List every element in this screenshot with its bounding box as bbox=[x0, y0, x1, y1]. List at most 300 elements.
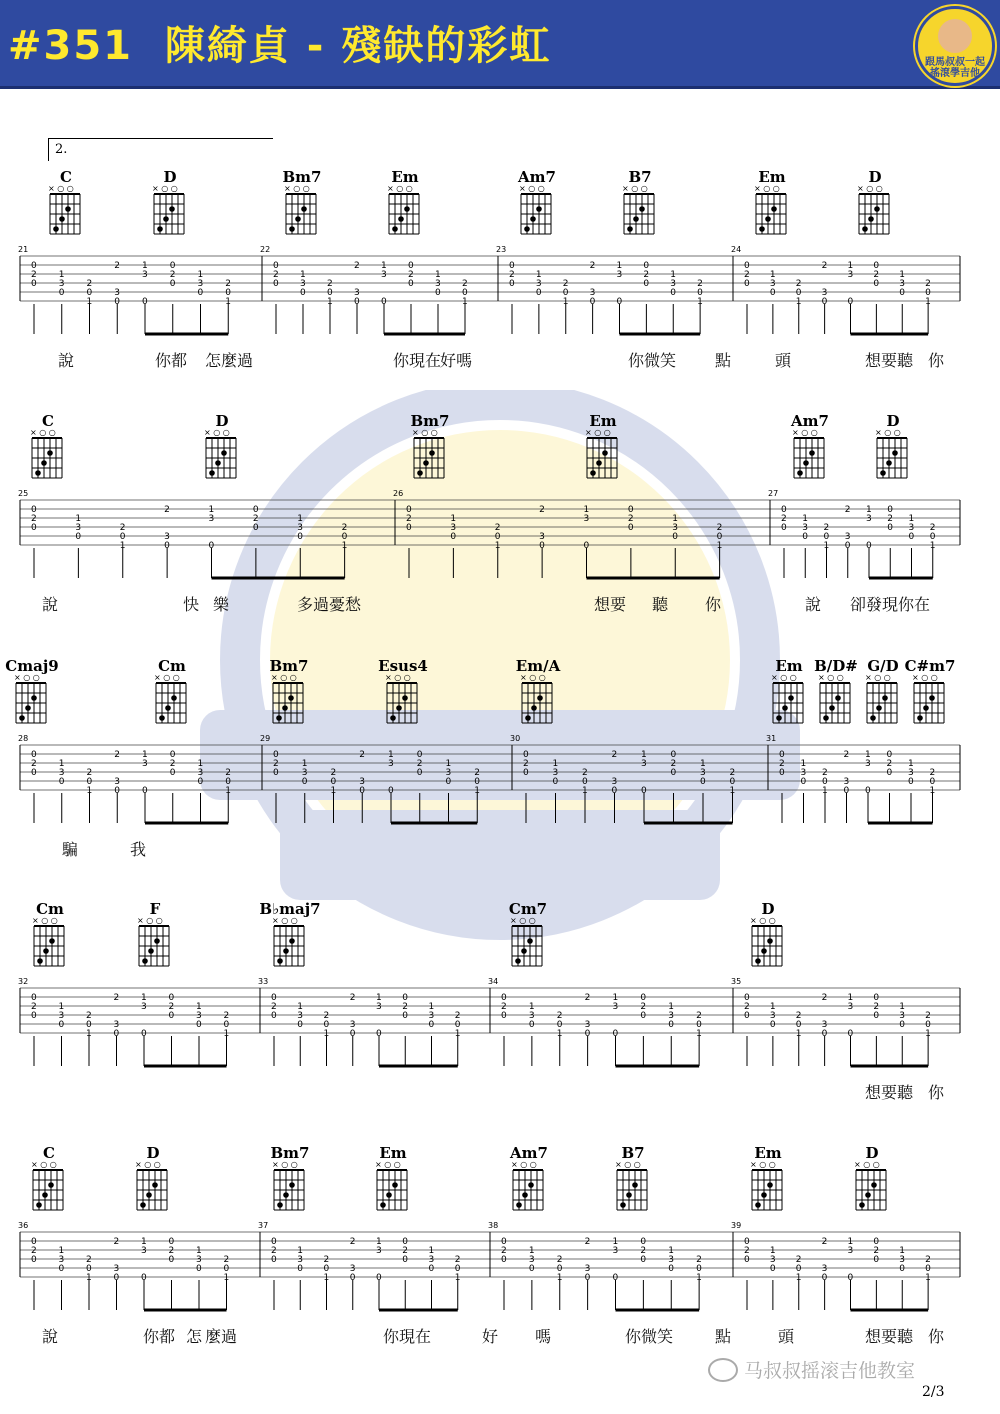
fret-number: 0 bbox=[847, 297, 854, 307]
fret-number: 0 bbox=[196, 1264, 202, 1274]
fret-number: 0 bbox=[75, 532, 82, 542]
svg-text:× ○ ○: × ○ ○ bbox=[385, 673, 411, 682]
fret-number: 2 bbox=[584, 1237, 591, 1247]
fret-number: 0 bbox=[523, 750, 529, 760]
svg-text:× ○ ○: × ○ ○ bbox=[48, 184, 74, 193]
fret-number: 0 bbox=[406, 523, 412, 533]
fret-number: 2 bbox=[223, 1011, 230, 1021]
fret-number: 3 bbox=[354, 288, 360, 298]
fret-number: 0 bbox=[501, 1011, 507, 1021]
chord-name: Em bbox=[379, 1144, 407, 1162]
fret-number: 0 bbox=[822, 777, 828, 787]
lyric-text: 我 bbox=[130, 840, 147, 859]
svg-text:× ○ ○: × ○ ○ bbox=[32, 916, 58, 925]
fret-number: 2 bbox=[696, 1255, 702, 1265]
svg-text:× ○ ○: × ○ ○ bbox=[135, 1160, 161, 1169]
fret-number: 0 bbox=[612, 1273, 619, 1283]
fret-number: 0 bbox=[744, 993, 750, 1003]
fret-number: 1 bbox=[454, 1273, 461, 1283]
fret-number: 0 bbox=[823, 532, 830, 542]
chord-diagram-grid bbox=[752, 184, 792, 242]
measure-number: 22 bbox=[260, 246, 271, 254]
fret-number: 0 bbox=[627, 523, 634, 533]
fret-number: 2 bbox=[779, 759, 785, 769]
fret-number: 2 bbox=[795, 279, 802, 289]
svg-text:× ○ ○: × ○ ○ bbox=[204, 428, 230, 437]
fret-number: 3 bbox=[611, 777, 618, 787]
fret-number: 0 bbox=[450, 532, 457, 542]
chord-diagram-grid bbox=[270, 1160, 310, 1218]
fret-number: 0 bbox=[196, 1020, 202, 1030]
fret-number: 2 bbox=[86, 1011, 92, 1021]
fret-number: 0 bbox=[428, 1264, 435, 1274]
svg-text:× ○ ○: × ○ ○ bbox=[272, 916, 298, 925]
fret-number: 1 bbox=[197, 759, 204, 769]
fret-number: 0 bbox=[640, 1255, 647, 1265]
fret-number: 1 bbox=[696, 1273, 702, 1283]
svg-text:× ○ ○: × ○ ○ bbox=[14, 673, 40, 682]
chord-name: D bbox=[761, 900, 775, 918]
fret-number: 2 bbox=[31, 270, 37, 280]
fret-number: 1 bbox=[696, 1029, 702, 1039]
fret-number: 0 bbox=[925, 1020, 931, 1030]
measure-number: 29 bbox=[260, 735, 271, 743]
fret-number: 3 bbox=[196, 1255, 202, 1265]
fret-number: 3 bbox=[141, 1246, 147, 1256]
tab-system bbox=[0, 168, 1000, 368]
fret-number: 0 bbox=[643, 261, 650, 271]
fret-number: 1 bbox=[800, 759, 807, 769]
svg-text:× ○ ○: × ○ ○ bbox=[387, 184, 413, 193]
fret-number: 2 bbox=[744, 1002, 750, 1012]
fret-number: 1 bbox=[141, 1237, 147, 1247]
fret-number: 1 bbox=[668, 1002, 674, 1012]
measure-number: 34 bbox=[488, 978, 499, 986]
fret-number: 2 bbox=[86, 1255, 92, 1265]
fret-number: 2 bbox=[31, 1246, 37, 1256]
chord-diagram-grid bbox=[133, 1160, 173, 1218]
wechat-icon bbox=[708, 1358, 738, 1382]
svg-text:× ○ ○: × ○ ○ bbox=[854, 1160, 880, 1169]
fret-number: 1 bbox=[865, 750, 871, 760]
fret-number: 0 bbox=[31, 261, 37, 271]
measure-number: 23 bbox=[496, 246, 507, 254]
fret-number: 1 bbox=[327, 297, 333, 307]
svg-text:× ○ ○: × ○ ○ bbox=[511, 1160, 537, 1169]
chord-name: Em bbox=[391, 168, 419, 186]
fret-number: 3 bbox=[821, 1020, 828, 1030]
svg-text:× ○ ○: × ○ ○ bbox=[31, 1160, 57, 1169]
svg-text:× ○ ○: × ○ ○ bbox=[912, 673, 938, 682]
fret-number: 0 bbox=[406, 505, 412, 515]
fret-number: 3 bbox=[616, 270, 623, 280]
fret-number: 1 bbox=[225, 786, 231, 796]
fret-number: 2 bbox=[886, 759, 893, 769]
fret-number: 0 bbox=[641, 786, 647, 796]
fret-number: 2 bbox=[627, 514, 634, 524]
chord-diagram-grid bbox=[583, 428, 623, 486]
fret-number: 1 bbox=[300, 270, 306, 280]
fret-number: 0 bbox=[670, 288, 676, 298]
svg-text:× ○ ○: × ○ ○ bbox=[750, 1160, 776, 1169]
svg-text:× ○ ○: × ○ ○ bbox=[375, 1160, 401, 1169]
fret-number: 1 bbox=[376, 1237, 382, 1247]
svg-text:× ○ ○: × ○ ○ bbox=[622, 184, 648, 193]
fret-number: 0 bbox=[31, 505, 37, 515]
fret-number: 3 bbox=[821, 288, 828, 298]
fret-number: 1 bbox=[823, 541, 830, 551]
fret-number: 1 bbox=[86, 786, 93, 796]
lyric-text: 你微笑 bbox=[628, 351, 677, 370]
fret-number: 1 bbox=[142, 750, 148, 760]
fret-number: 0 bbox=[697, 288, 703, 298]
fret-number: 2 bbox=[31, 514, 37, 524]
fret-number: 2 bbox=[462, 279, 468, 289]
chord-diagram-grid bbox=[12, 673, 52, 731]
fret-number: 0 bbox=[225, 777, 231, 787]
fret-number: 3 bbox=[539, 532, 545, 542]
fret-number: 3 bbox=[844, 532, 851, 542]
chord-name: D bbox=[868, 168, 882, 186]
fret-number: 1 bbox=[445, 759, 452, 769]
fret-number: 3 bbox=[769, 1255, 776, 1265]
measure-number: 25 bbox=[18, 490, 29, 498]
fret-number: 0 bbox=[31, 768, 37, 778]
tab-system bbox=[0, 412, 1000, 612]
measure-number: 38 bbox=[488, 1222, 499, 1230]
fret-number: 2 bbox=[556, 1255, 563, 1265]
chord-diagram-grid bbox=[748, 1160, 788, 1218]
fret-number: 1 bbox=[552, 759, 559, 769]
fret-number: 3 bbox=[381, 270, 387, 280]
fret-number: 0 bbox=[873, 279, 880, 289]
fret-number: 0 bbox=[700, 777, 706, 787]
fret-number: 0 bbox=[887, 505, 893, 515]
chord-diagram-grid bbox=[910, 673, 950, 731]
fret-number: 3 bbox=[141, 1002, 147, 1012]
fret-number: 2 bbox=[225, 279, 231, 289]
fret-number: 3 bbox=[196, 1011, 202, 1021]
chord-name: D bbox=[215, 412, 229, 430]
page-number: 2/3 bbox=[922, 1384, 945, 1400]
chord-diagram-grid bbox=[816, 673, 856, 731]
fret-number: 0 bbox=[672, 532, 678, 542]
fret-number: 0 bbox=[744, 1255, 750, 1265]
fret-number: 2 bbox=[925, 279, 931, 289]
fret-number: 2 bbox=[925, 1255, 931, 1265]
fret-number: 0 bbox=[474, 777, 480, 787]
fret-number: 0 bbox=[873, 1255, 880, 1265]
chord-name: D bbox=[146, 1144, 160, 1162]
fret-number: 3 bbox=[865, 759, 871, 769]
lyric-text: 你 bbox=[928, 1327, 945, 1346]
fret-number: 0 bbox=[168, 1237, 175, 1247]
fret-number: 1 bbox=[899, 270, 905, 280]
fret-number: 3 bbox=[700, 768, 706, 778]
fret-number: 0 bbox=[223, 1020, 230, 1030]
chord-name: Am7 bbox=[510, 1144, 548, 1162]
fret-number: 2 bbox=[406, 514, 412, 524]
fret-number: 0 bbox=[31, 750, 37, 760]
fret-number: 2 bbox=[501, 1246, 507, 1256]
fret-number: 3 bbox=[583, 514, 590, 524]
fret-number: 0 bbox=[744, 279, 750, 289]
fret-number: 2 bbox=[873, 270, 880, 280]
fret-number: 3 bbox=[349, 1020, 356, 1030]
fret-number: 1 bbox=[86, 1273, 92, 1283]
fret-number: 0 bbox=[584, 1029, 591, 1039]
fret-number: 0 bbox=[462, 288, 468, 298]
fret-number: 0 bbox=[887, 523, 893, 533]
fret-number: 2 bbox=[252, 514, 259, 524]
fret-number: 0 bbox=[744, 261, 750, 271]
fret-number: 2 bbox=[873, 1246, 880, 1256]
fret-number: 0 bbox=[114, 786, 120, 796]
fret-number: 2 bbox=[416, 759, 423, 769]
lyric-text: 快 bbox=[183, 595, 200, 614]
chord-diagram-grid bbox=[517, 184, 557, 242]
fret-number: 3 bbox=[899, 279, 905, 289]
tab-system bbox=[0, 1144, 1000, 1344]
fret-number: 0 bbox=[844, 541, 851, 551]
fret-number: 0 bbox=[886, 768, 893, 778]
chord-diagram-grid bbox=[46, 184, 86, 242]
fret-number: 2 bbox=[408, 270, 414, 280]
fret-number: 0 bbox=[501, 993, 507, 1003]
svg-text:× ○ ○: × ○ ○ bbox=[520, 673, 546, 682]
fret-number: 1 bbox=[899, 1246, 905, 1256]
fret-number: 2 bbox=[523, 759, 529, 769]
fret-number: 0 bbox=[341, 532, 348, 542]
fret-number: 2 bbox=[822, 768, 828, 778]
chord-diagram-grid bbox=[152, 673, 192, 731]
fret-number: 3 bbox=[899, 1011, 905, 1021]
lyric-text: 聽 bbox=[652, 595, 669, 614]
fret-number: 0 bbox=[847, 1029, 854, 1039]
fret-number: 0 bbox=[886, 750, 893, 760]
fret-number: 1 bbox=[562, 297, 569, 307]
lyric-text: 頭 bbox=[778, 1327, 795, 1346]
fret-number: 0 bbox=[169, 750, 176, 760]
fret-number: 2 bbox=[169, 270, 176, 280]
fret-number: 0 bbox=[627, 505, 634, 515]
lyric-text: 你都 bbox=[143, 1327, 176, 1346]
chord-name: B/D# bbox=[814, 657, 858, 675]
fret-number: 0 bbox=[535, 288, 542, 298]
fret-number: 2 bbox=[323, 1011, 330, 1021]
fret-number: 1 bbox=[323, 1029, 330, 1039]
fret-number: 0 bbox=[31, 1237, 37, 1247]
fret-number: 2 bbox=[509, 270, 515, 280]
svg-text:× ○ ○: × ○ ○ bbox=[875, 428, 901, 437]
fret-number: 3 bbox=[142, 270, 148, 280]
fret-number: 2 bbox=[640, 1002, 647, 1012]
fret-number: 2 bbox=[349, 993, 356, 1003]
fret-number: 0 bbox=[539, 541, 545, 551]
fret-number: 0 bbox=[523, 768, 529, 778]
fret-number: 2 bbox=[643, 270, 650, 280]
measure-number: 26 bbox=[393, 490, 404, 498]
fret-number: 3 bbox=[769, 279, 776, 289]
fret-number: 0 bbox=[86, 777, 93, 787]
fret-number: 0 bbox=[528, 1020, 535, 1030]
fret-number: 0 bbox=[31, 279, 37, 289]
fret-number: 3 bbox=[670, 279, 676, 289]
measure-number: 37 bbox=[258, 1222, 269, 1230]
tab-system bbox=[0, 657, 1000, 857]
fret-number: 3 bbox=[114, 777, 120, 787]
fret-number: 0 bbox=[929, 532, 936, 542]
svg-text:× ○ ○: × ○ ○ bbox=[510, 916, 536, 925]
fret-number: 0 bbox=[643, 279, 650, 289]
fret-number: 3 bbox=[359, 777, 365, 787]
fret-number: 0 bbox=[31, 993, 37, 1003]
chord-name: Em/A bbox=[515, 657, 561, 675]
fret-number: 3 bbox=[866, 514, 872, 524]
svg-text:× ○ ○: × ○ ○ bbox=[284, 184, 310, 193]
fret-number: 3 bbox=[197, 279, 204, 289]
fret-number: 0 bbox=[779, 750, 785, 760]
fret-number: 2 bbox=[696, 1011, 702, 1021]
fret-number: 0 bbox=[142, 297, 148, 307]
lyric-text: 你現在 bbox=[383, 1327, 432, 1346]
fret-number: 0 bbox=[899, 1264, 905, 1274]
fret-number: 1 bbox=[196, 1002, 202, 1012]
fret-number: 3 bbox=[821, 1264, 828, 1274]
fret-number: 0 bbox=[301, 777, 308, 787]
fret-number: 2 bbox=[697, 279, 703, 289]
fret-number: 3 bbox=[528, 1255, 535, 1265]
fret-number: 1 bbox=[612, 1237, 619, 1247]
chord-name: C bbox=[42, 412, 54, 430]
fret-number: 3 bbox=[388, 759, 394, 769]
measure-number: 32 bbox=[18, 978, 29, 986]
fret-number: 0 bbox=[696, 1264, 702, 1274]
fret-number: 2 bbox=[925, 1011, 931, 1021]
fret-number: 0 bbox=[589, 297, 596, 307]
fret-number: 0 bbox=[781, 505, 787, 515]
measure-number: 31 bbox=[766, 735, 777, 743]
fret-number: 0 bbox=[31, 523, 37, 533]
tab-system bbox=[0, 900, 1000, 1100]
lyric-text: 怎麼過 bbox=[205, 351, 254, 370]
fret-number: 1 bbox=[866, 505, 872, 515]
fret-number: 1 bbox=[435, 270, 441, 280]
fret-number: 3 bbox=[800, 768, 807, 778]
chord-name: C#m7 bbox=[904, 657, 956, 675]
chord-name: C bbox=[60, 168, 72, 186]
fret-number: 2 bbox=[589, 261, 596, 271]
fret-number: 2 bbox=[494, 523, 501, 533]
fret-number: 2 bbox=[582, 768, 588, 778]
chord-diagram-grid bbox=[270, 916, 310, 974]
fret-number: 0 bbox=[252, 505, 259, 515]
fret-number: 0 bbox=[323, 1264, 330, 1274]
fret-number: 1 bbox=[582, 786, 588, 796]
chord-name: Am7 bbox=[518, 168, 556, 186]
svg-text:× ○ ○: × ○ ○ bbox=[865, 673, 891, 682]
fret-number: 3 bbox=[58, 768, 65, 778]
fret-number: 3 bbox=[847, 1002, 854, 1012]
fret-number: 1 bbox=[58, 1002, 65, 1012]
fret-number: 3 bbox=[114, 288, 120, 298]
fret-number: 1 bbox=[297, 514, 303, 524]
lyric-text: 說 bbox=[805, 595, 822, 614]
chord-diagram-grid bbox=[282, 184, 322, 242]
fret-number: 0 bbox=[795, 288, 802, 298]
fret-number: 2 bbox=[454, 1011, 461, 1021]
chord-diagram-grid bbox=[508, 916, 548, 974]
fret-number: 0 bbox=[668, 1264, 674, 1274]
fret-number: 2 bbox=[359, 750, 365, 760]
fret-number: 1 bbox=[196, 1246, 202, 1256]
fret-number: 3 bbox=[58, 279, 65, 289]
fret-number: 0 bbox=[843, 786, 850, 796]
fret-number: 2 bbox=[844, 505, 851, 515]
fret-number: 0 bbox=[428, 1020, 435, 1030]
fret-number: 0 bbox=[300, 288, 306, 298]
fret-number: 0 bbox=[445, 777, 452, 787]
fret-number: 1 bbox=[86, 1029, 92, 1039]
fret-number: 2 bbox=[31, 1002, 37, 1012]
fret-number: 0 bbox=[330, 777, 337, 787]
fret-number: 2 bbox=[341, 523, 348, 533]
fret-number: 0 bbox=[899, 1020, 905, 1030]
svg-text:× ○ ○: × ○ ○ bbox=[792, 428, 818, 437]
fret-number: 1 bbox=[297, 1246, 303, 1256]
fret-number: 1 bbox=[381, 261, 387, 271]
fret-number: 3 bbox=[847, 1246, 854, 1256]
fret-number: 1 bbox=[847, 261, 854, 271]
lyric-text: 你微笑 bbox=[625, 1327, 674, 1346]
fret-number: 0 bbox=[556, 1264, 563, 1274]
fret-number: 0 bbox=[744, 1011, 750, 1021]
fret-number: 3 bbox=[142, 759, 148, 769]
fret-number: 2 bbox=[271, 1246, 277, 1256]
chord-diagram-grid bbox=[748, 916, 788, 974]
lyric-text: 多過憂愁 bbox=[297, 595, 362, 614]
fret-number: 1 bbox=[556, 1273, 563, 1283]
fret-number: 1 bbox=[223, 1029, 230, 1039]
fret-number: 1 bbox=[323, 1273, 330, 1283]
fret-number: 2 bbox=[119, 523, 126, 533]
volta-label: 2. bbox=[55, 142, 68, 157]
fret-number: 0 bbox=[556, 1020, 563, 1030]
fret-number: 2 bbox=[354, 261, 360, 271]
fret-number: 0 bbox=[31, 1011, 37, 1021]
fret-number: 0 bbox=[640, 1237, 647, 1247]
fret-number: 0 bbox=[197, 288, 204, 298]
fret-number: 1 bbox=[697, 297, 703, 307]
fret-number: 0 bbox=[327, 288, 333, 298]
lyric-text: 你現在 bbox=[393, 351, 442, 370]
fret-number: 1 bbox=[474, 786, 480, 796]
chord-diagram-grid bbox=[150, 184, 190, 242]
fret-number: 3 bbox=[58, 1255, 65, 1265]
fret-number: 0 bbox=[408, 261, 414, 271]
chord-name: Bm7 bbox=[269, 657, 309, 675]
fret-number: 3 bbox=[349, 1264, 356, 1274]
fret-number: 2 bbox=[781, 514, 787, 524]
fret-number: 0 bbox=[273, 750, 279, 760]
measure-number: 30 bbox=[510, 735, 521, 743]
chord-name: Bm7 bbox=[282, 168, 322, 186]
fret-number: 1 bbox=[428, 1002, 435, 1012]
fret-number: 3 bbox=[612, 1246, 619, 1256]
fret-number: 0 bbox=[769, 1020, 776, 1030]
fret-number: 0 bbox=[769, 288, 776, 298]
fret-number: 0 bbox=[297, 1264, 303, 1274]
